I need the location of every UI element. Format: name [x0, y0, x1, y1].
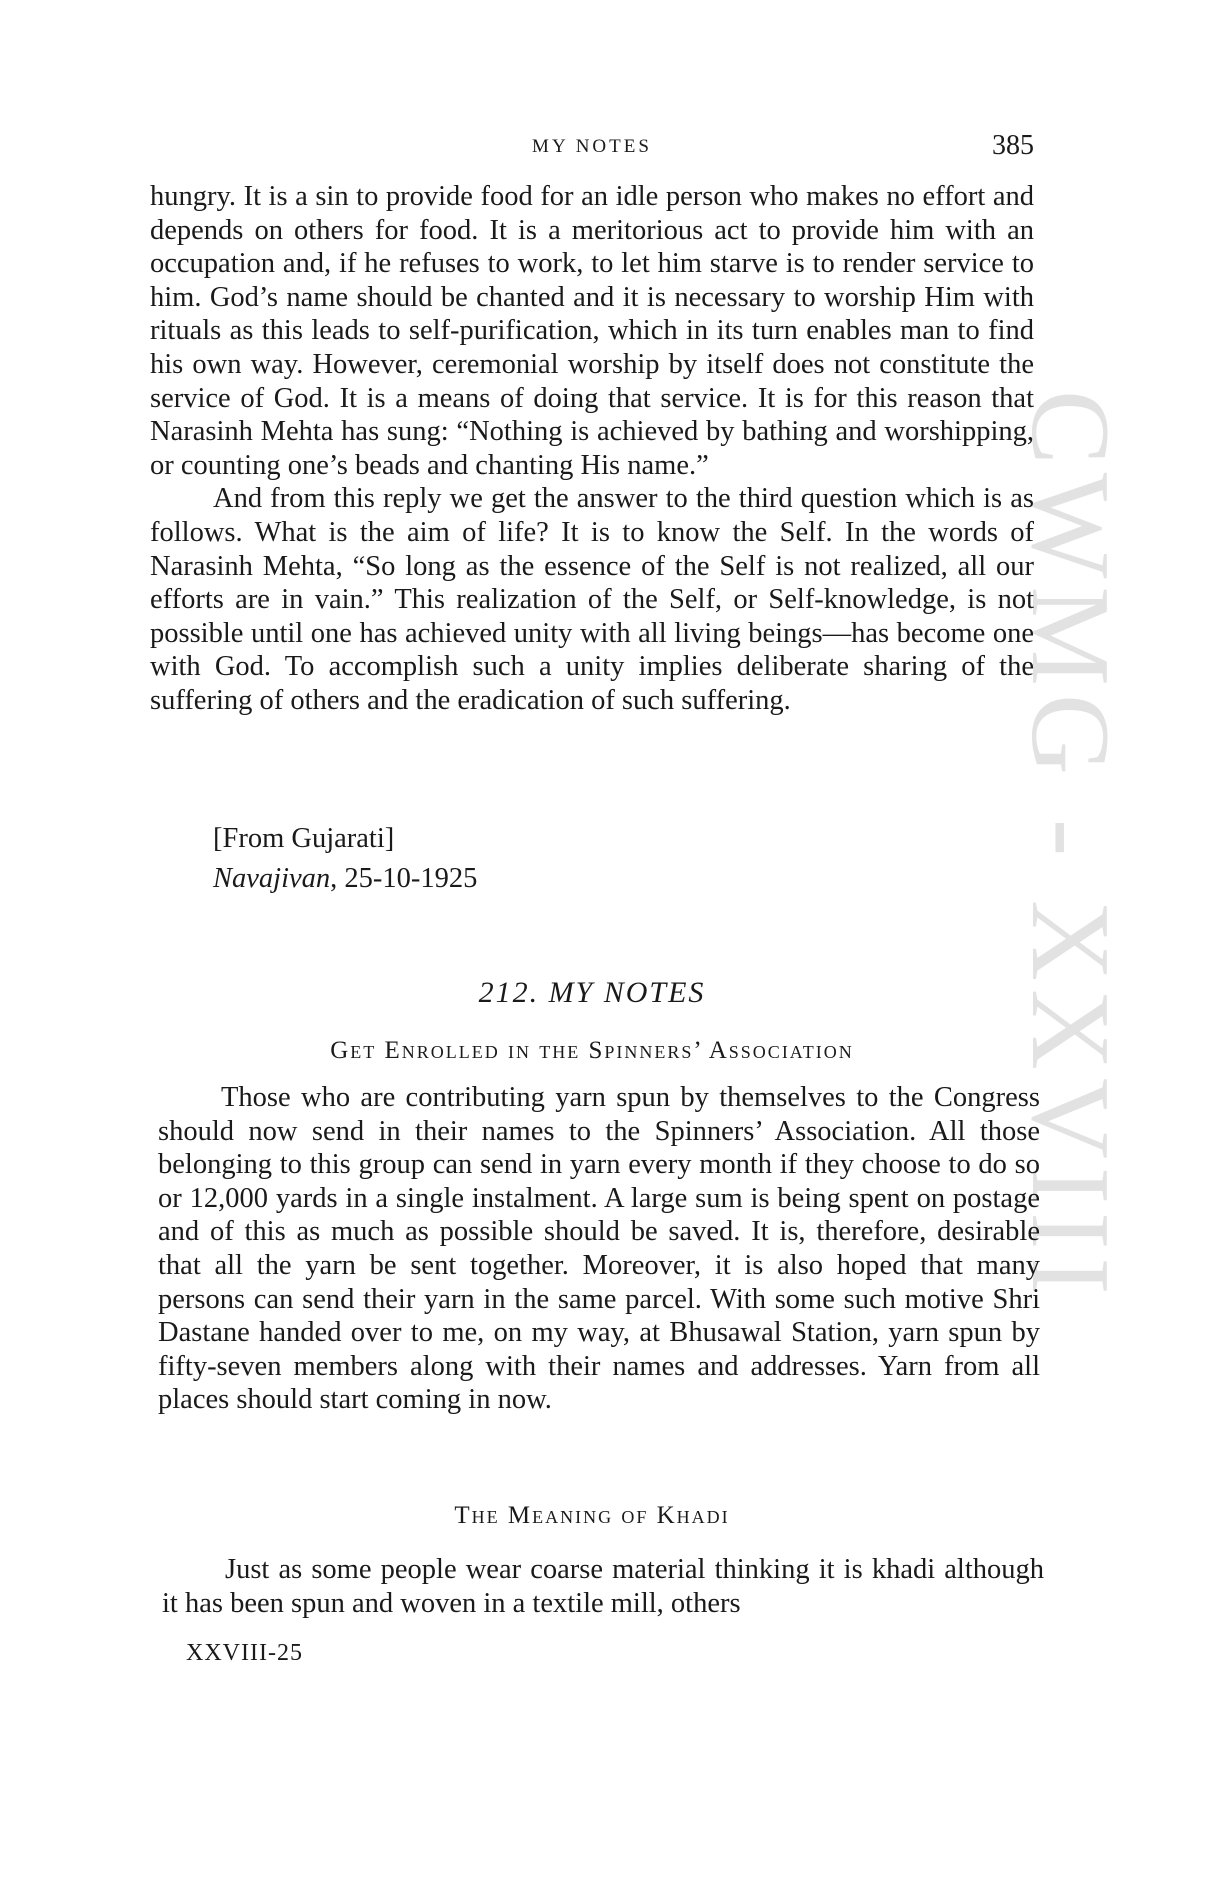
section-heading-spinners: Get Enrolled in the Spinners’ Association [330, 1037, 854, 1064]
section-text-spinners [158, 1081, 1040, 1417]
paragraph-1: hungry. It is a sin to provide food for an idle person who makes no effort and depends on others for food. It is a meritorious act to provide him with an occupation and, if he refuses to work, to let him starve is to render service to him. God’s name should be chanted and it is necessary to worship Him with rituals as this leads to self-purification, which in its turn enables man to find his own way. However, ceremonial worship by itself does not constitute the service of God. It is a means of doing that service. It is for this reason that Narasinh Mehta has sung: “Nothing is achieved by bathing and worshipping, or counting one’s beads and chanting His name.” [150, 181, 1034, 481]
section-text-khadi [162, 1553, 1044, 1620]
page-footer-signature: XXVIII-25 [186, 1640, 303, 1666]
section-heading-khadi: The Meaning of Khadi [454, 1502, 730, 1529]
source-date: , 25-10-1925 [330, 863, 478, 894]
paragraph-2: And from this reply we get the answer to the third question which is as follows. What is the aim of life? It is to know the Self. In the words of Narasinh Mehta, “So long as the essence of the Self is not realized, all our efforts are in vain.” This realization of the Self, or Self-knowledge, is not possible until one has achieved unity with all living beings—has become one with God. To accomplish such a unity implies deliberate sharing of the suffering of others and the eradication of such suffering. [150, 483, 1034, 716]
running-title: MY NOTES [532, 136, 652, 157]
article-title: 212. MY NOTES [478, 976, 706, 1009]
source-publication: Navajivan [213, 863, 331, 894]
watermark-text: CWMG - XXVIII [1008, 390, 1132, 1303]
paragraph-spinners: Those who are contributing yarn spun by themselves to the Congress should now send in their names to the Spinners’ Association. All those belonging to this group can send in yarn every month if they choose to do so or 12,000 yards in a single instalment. A large sum is being spent on postage and of this as much as possible should be saved. It is, therefore, desirable that all the yarn be sent together. Moreover, it is also hoped that many persons can send their yarn in the same parcel. With some such motive Shri Dastane handed over to me, on my way, at Bhusawal Station, yarn spun by fifty-seven members along with their names and addresses. Yarn from all places should start coming in now. [158, 1082, 1040, 1416]
page-header [150, 130, 1034, 170]
source-note: [From Gujarati] [213, 823, 395, 854]
continued-text [150, 180, 1034, 718]
paragraph-khadi: Just as some people wear coarse material thinking it is khadi although it has been spun and woven in a textile mill, others [162, 1554, 1044, 1619]
source-citation [213, 862, 477, 896]
page-number: 385 [992, 130, 1034, 161]
